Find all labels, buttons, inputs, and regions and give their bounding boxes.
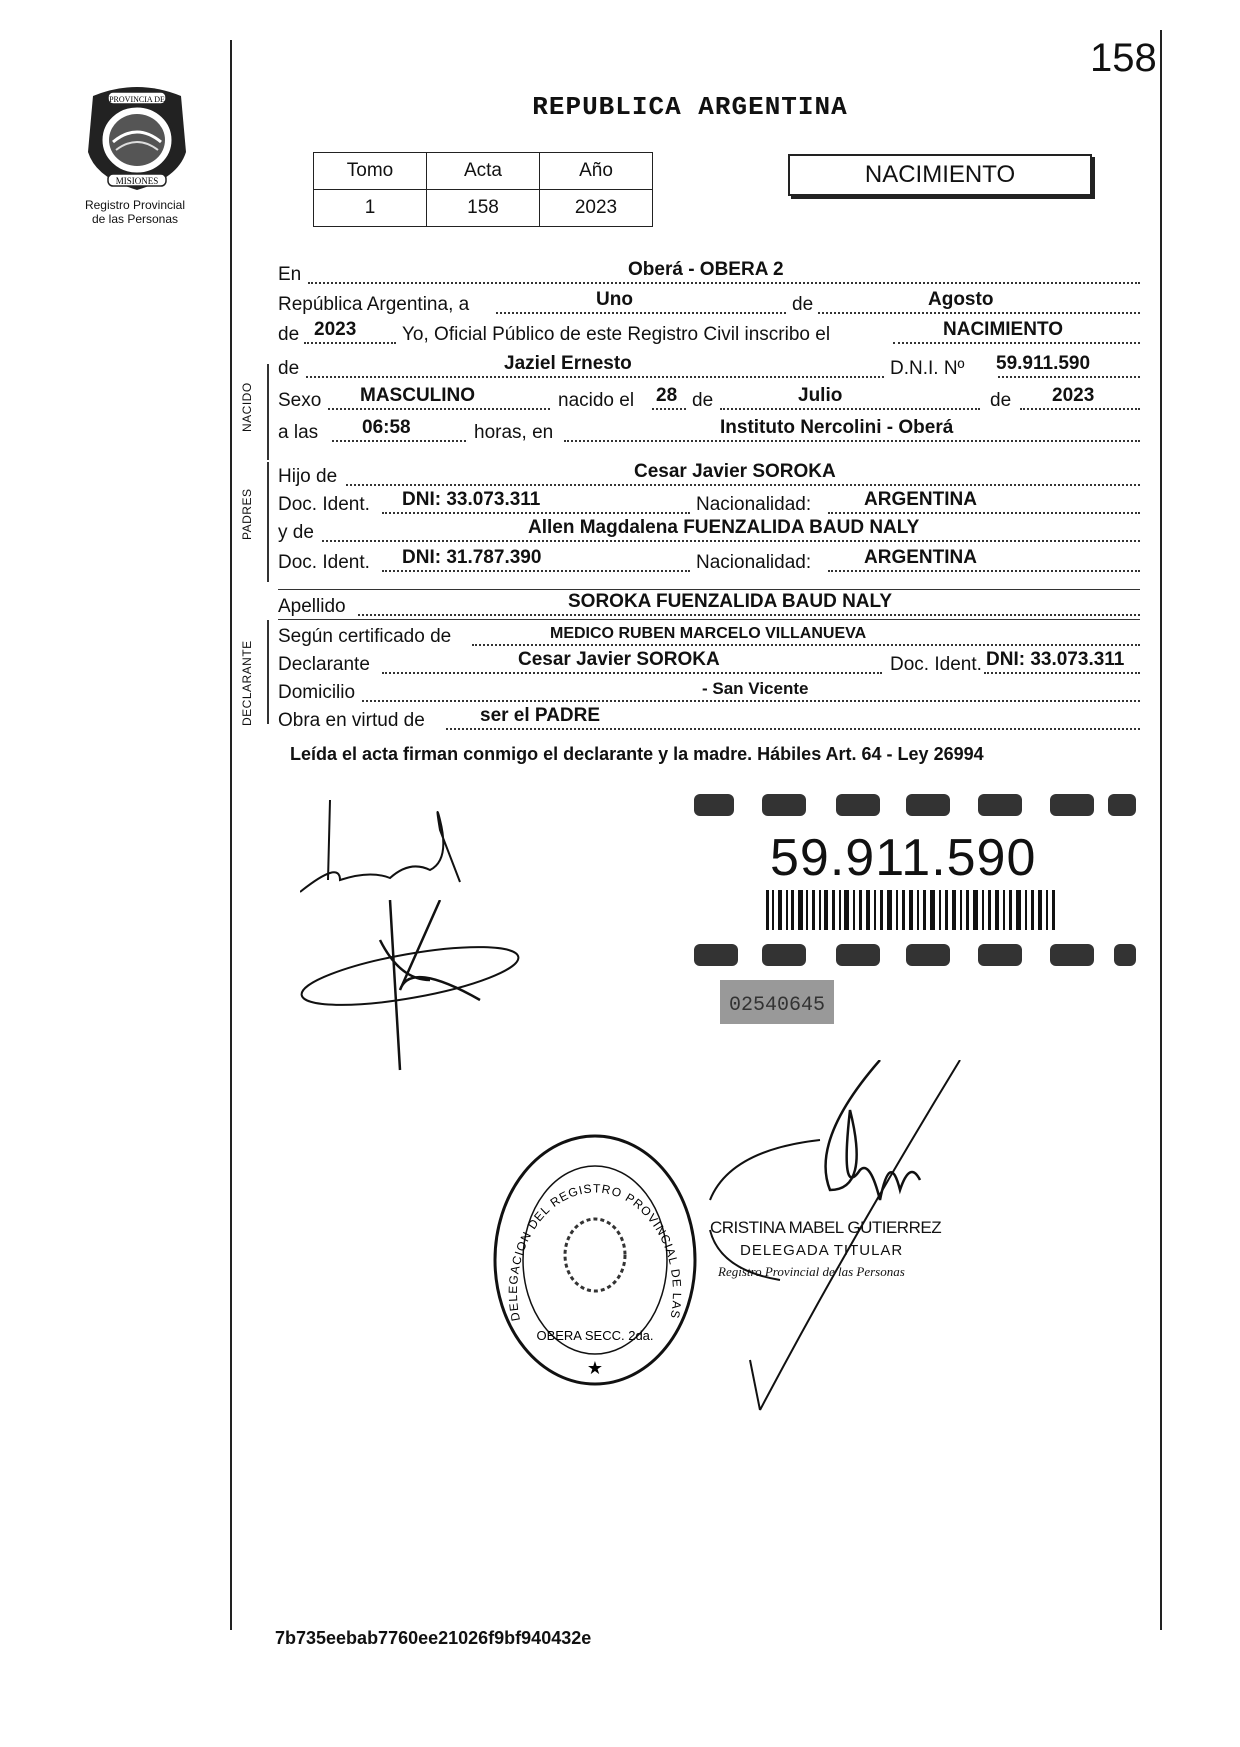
id-stamp	[694, 786, 1140, 1036]
father-dots	[346, 484, 1140, 486]
registry-table	[313, 152, 653, 227]
right-border-line	[1160, 30, 1162, 1630]
yde-label: y de	[278, 522, 314, 543]
mother-name: Allen Magdalena FUENZALIDA BAUD NALY	[528, 517, 920, 538]
declarante-section-line	[267, 620, 269, 724]
seal-bottom-text: OBERA SECC. 2da.	[536, 1328, 654, 1343]
seal-ring-text: DELEGACION DEL REGISTRO PROVINCIAL DE LAS	[505, 1181, 685, 1323]
hijo-label: Hijo de	[278, 466, 338, 487]
inscribo-label: Yo, Oficial Público de este Registro Civil inscribo el	[402, 324, 831, 345]
mother-doc-dots	[382, 570, 690, 572]
padres-section-line	[267, 462, 269, 582]
birth-de-label: de	[692, 390, 714, 411]
mother-signature	[300, 900, 520, 1080]
birth-day: 28	[656, 385, 678, 406]
registry-value-row	[314, 190, 653, 227]
registry-header-acta: Acta	[427, 153, 540, 190]
father-nat-label: Nacionalidad:	[696, 494, 812, 515]
birth-month-dots	[720, 408, 980, 410]
father-doc: DNI: 33.073.311	[402, 489, 541, 510]
stamp-band-top	[694, 794, 1136, 816]
birth-month: Julio	[798, 385, 843, 406]
year-dots	[304, 342, 396, 344]
apellido-label: Apellido	[278, 596, 346, 617]
dom-label: Domicilio	[278, 682, 356, 703]
dni-label: D.N.I. Nº	[890, 358, 965, 379]
official-stamp	[700, 1060, 1030, 1420]
registry-acta: 158	[427, 190, 540, 227]
cert-top-rule	[278, 619, 1140, 620]
section-padres: PADRES	[240, 488, 254, 540]
father-nat: ARGENTINA	[864, 489, 977, 510]
stamp-barcode	[766, 890, 1055, 930]
cert-value: MEDICO RUBEN MARCELO VILLANUEVA	[550, 625, 867, 642]
en-value: Oberá - OBERA 2	[628, 259, 784, 280]
birth-time: 06:58	[362, 417, 411, 438]
month-value: Agosto	[928, 289, 994, 310]
mother-nat-label: Nacionalidad:	[696, 552, 812, 573]
time-dots	[332, 440, 466, 442]
document-title: REPUBLICA ARGENTINA	[532, 92, 848, 122]
official-seal	[490, 1130, 700, 1390]
child-dni: 59.911.590	[996, 353, 1091, 374]
horas-label: horas, en	[474, 422, 554, 443]
day-dots	[496, 312, 786, 314]
official-name: CRISTINA MABEL GUTIERREZ	[710, 1218, 942, 1237]
month-dots	[818, 312, 1140, 314]
stamp-id-number: 59.911.590	[770, 829, 1037, 887]
alas-label: a las	[278, 422, 319, 443]
logo-caption-line2: de las Personas	[91, 212, 179, 226]
legal-note: Leída el acta firman conmigo el declarante y la madre. Hábiles Art. 64 - Ley 26994	[290, 744, 984, 764]
row-obra	[278, 704, 1140, 734]
decl-label: Declarante	[278, 654, 370, 675]
child-sexo: MASCULINO	[360, 385, 476, 406]
registry-header-tomo: Tomo	[314, 153, 427, 190]
obra-dots	[446, 728, 1140, 730]
year-de-label: de	[278, 324, 300, 345]
birth-year: 2023	[1052, 385, 1095, 406]
row-date	[278, 288, 1140, 318]
row-father-doc	[278, 488, 1140, 518]
republica-label: República Argentina, a	[278, 294, 470, 315]
father-doc-label: Doc. Ident.	[278, 494, 370, 515]
nacido-section-line	[267, 364, 269, 460]
decl-name: Cesar Javier SOROKA	[518, 649, 720, 670]
section-declarante: DECLARANTE	[240, 640, 254, 726]
document-hash: 7b735eebab7760ee21026f9bf940432e	[275, 1628, 592, 1648]
cert-dots	[472, 644, 1140, 646]
row-mother	[278, 516, 1140, 546]
logo-caption-line1: Registro Provincial	[84, 198, 186, 212]
birth-place: Instituto Nercolini - Oberá	[720, 417, 954, 438]
declarant-signature	[300, 800, 480, 900]
en-label: En	[278, 264, 302, 285]
father-nat-dots	[828, 512, 1140, 514]
place-dots	[564, 440, 1140, 442]
birth-de2-label: de	[990, 390, 1012, 411]
row-inscribo	[278, 318, 1140, 348]
row-apellido	[278, 590, 1140, 620]
mother-doc: DNI: 31.787.390	[402, 547, 542, 568]
inscribo-value: NACIMIENTO	[943, 319, 1063, 340]
apellido-value: SOROKA FUENZALIDA BAUD NALY	[568, 591, 893, 612]
sexo-label: Sexo	[278, 390, 322, 411]
registry-header-row	[314, 153, 653, 190]
inscribo-dots	[893, 342, 1140, 344]
nacido-el-label: nacido el	[558, 390, 635, 411]
month-de-label: de	[792, 294, 814, 315]
father-name: Cesar Javier SOROKA	[634, 461, 836, 482]
day-value: Uno	[596, 289, 633, 310]
decl-dots	[382, 672, 882, 674]
row-father	[278, 460, 1140, 490]
row-cert	[278, 620, 1140, 650]
mother-dots	[322, 540, 1140, 542]
row-nacido-sexo	[278, 384, 1140, 414]
birth-day-dots	[652, 408, 686, 410]
logo-top-text: PROVINCIA DE	[109, 95, 165, 104]
row-declarante	[278, 648, 1140, 678]
child-name: Jaziel Ernesto	[504, 353, 632, 374]
obra-label: Obra en virtud de	[278, 710, 425, 731]
mother-doc-label: Doc. Ident.	[278, 552, 370, 573]
apellido-top-rule	[278, 589, 1140, 590]
left-border-line	[230, 40, 232, 1630]
en-dots	[308, 282, 1140, 284]
cert-label: Según certificado de	[278, 626, 452, 647]
official-role: DELEGADA TITULAR	[740, 1242, 904, 1259]
sexo-dots	[328, 408, 550, 410]
row-mother-doc	[278, 546, 1140, 576]
obra-value: ser el PADRE	[480, 705, 601, 726]
stamp-serial: 02540645	[728, 994, 826, 1017]
row-nacido-name	[278, 352, 1140, 382]
father-doc-dots	[382, 512, 690, 514]
apellido-dots	[358, 614, 1140, 616]
decl-doc-label: Doc. Ident.	[890, 654, 982, 675]
dom-value: - San Vicente	[702, 679, 809, 698]
page-number: 158	[1090, 36, 1157, 80]
seal-star-icon: ★	[586, 1358, 604, 1378]
mother-nat-dots	[828, 570, 1140, 572]
registry-tomo: 1	[314, 190, 427, 227]
dom-dots	[362, 700, 1140, 702]
name-dots	[306, 376, 884, 378]
row-domicilio	[278, 676, 1140, 706]
dni-dots	[998, 376, 1140, 378]
nacido-de-label: de	[278, 358, 300, 379]
decl-doc-dots	[984, 672, 1140, 674]
row-nacido-hora	[278, 416, 1140, 446]
registry-anio: 2023	[540, 190, 653, 227]
act-type-box: NACIMIENTO	[788, 154, 1092, 196]
decl-doc: DNI: 33.073.311	[986, 649, 1125, 670]
mother-nat: ARGENTINA	[864, 547, 977, 568]
logo-bottom-text: MISIONES	[115, 176, 159, 186]
row-en	[278, 258, 1140, 288]
logo-caption	[60, 198, 210, 226]
official-office: Registro Provincial de las Personas	[718, 1264, 905, 1279]
stamp-band-bottom	[694, 944, 1136, 966]
year-value: 2023	[314, 319, 357, 340]
birth-year-dots	[1020, 408, 1140, 410]
section-nacido: NACIDO	[240, 382, 254, 432]
registry-header-anio: Año	[540, 153, 653, 190]
